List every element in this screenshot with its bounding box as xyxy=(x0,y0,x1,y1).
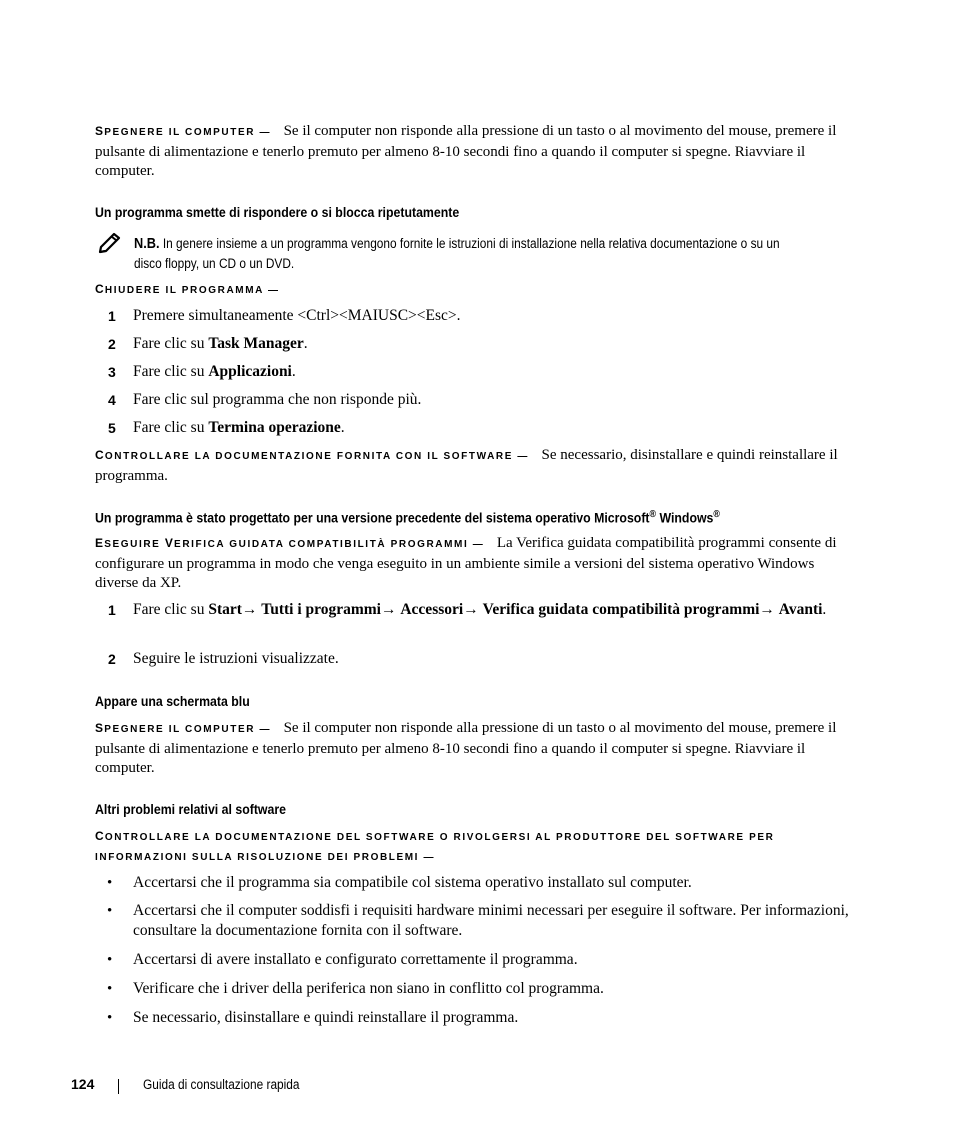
arrow-icon: → xyxy=(241,601,258,618)
step-number: 3 xyxy=(108,364,116,380)
bullet: • xyxy=(107,875,113,891)
paragraph-close-program xyxy=(95,280,840,301)
bullet: • xyxy=(107,981,113,997)
footer-title: Guida di consultazione rapida xyxy=(143,1077,300,1092)
note-label: N.B. xyxy=(134,236,160,252)
paragraph-text: La Verifica guidata compatibilità programmi consente di configurare un programma in modo che venga eseguito in un ambiente simile a versioni del sistema operativo Windows diverse da XP. xyxy=(95,535,837,591)
list-item xyxy=(95,950,855,970)
footer-divider xyxy=(118,1079,119,1094)
arrow-icon: → xyxy=(380,601,397,618)
paragraph-text: Se il computer non risponde alla pressione di un tasto o al movimento del mouse, premere il pulsante di alimentazione e tenerlo premuto per almeno 8-10 secondi fino a quando il computer si spegne. Riavviare il computer. xyxy=(95,123,837,179)
runin-heading: CHIUDERE IL PROGRAMMA — xyxy=(95,282,280,296)
list-item-text: Se necessario, disinstallare e quindi reinstallare il programma. xyxy=(133,1009,519,1026)
note-body: In genere insieme a un programma vengono fornite le istruzioni di installazione nella relativa documentazione o su un disco floppy, un CD o un DVD. xyxy=(134,236,780,271)
section-heading: Appare una schermata blu xyxy=(95,693,250,709)
step-text: Fare clic su Start→ Tutti i programmi→ Accessori→ Verifica guidata compatibilità programmi→ Avanti. xyxy=(133,601,827,618)
list-item-text: Accertarsi che il computer soddisfi i requisiti hardware minimi necessari per eseguire il software. Per informazioni, consultare la documentazione fornita con il software. xyxy=(133,902,849,939)
runin-heading: CONTROLLARE LA DOCUMENTAZIONE DEL SOFTWARE O RIVOLGERSI AL PRODUTTORE DEL SOFTWARE PER INFORMAZIONI SULLA RISOLUZIONE DEI PROBLEMI — xyxy=(95,829,775,863)
section-heading: Altri problemi relativi al software xyxy=(95,801,287,817)
paragraph-text: Se necessario, disinstallare e quindi reinstallare il programma. xyxy=(95,447,838,484)
runin-heading: SPEGNERE IL COMPUTER — xyxy=(95,124,272,138)
step-item xyxy=(95,390,855,410)
paragraph-compatibility-wizard xyxy=(95,534,840,594)
step-item: 3 Fare clic su Applicazioni. xyxy=(108,363,296,380)
step-number: 1 xyxy=(108,308,116,324)
step-item xyxy=(95,649,855,669)
step-text: Premere simultaneamente <Ctrl><MAIUSC><Esc>. xyxy=(133,307,461,324)
step-item: 5 Fare clic su Termina operazione. xyxy=(108,419,345,436)
step-text: Fare clic su xyxy=(133,419,209,436)
step-number: 1 xyxy=(108,602,116,618)
section-heading: Un programma è stato progettato per una versione precedente del sistema operativo Microsoft® Windows® xyxy=(95,509,720,526)
paragraph-text: Se il computer non risponde alla pressione di un tasto o al movimento del mouse, premere il pulsante di alimentazione e tenerlo premuto per almeno 8-10 secondi fino a quando il computer si spegne. Riavviare il computer. xyxy=(95,720,837,776)
bullet: • xyxy=(107,1010,113,1026)
paragraph-contact-vendor xyxy=(95,827,840,867)
step-number: 2 xyxy=(108,336,116,352)
bullet: • xyxy=(107,903,113,919)
step-text: Fare clic su xyxy=(133,363,209,380)
ui-term: Applicazioni xyxy=(208,363,292,380)
list-item xyxy=(95,873,855,893)
step-item xyxy=(95,600,855,620)
page-number: 124 xyxy=(71,1076,95,1092)
section-heading: Un programma smette di rispondere o si blocca ripetutamente xyxy=(95,204,460,220)
paragraph-check-documentation xyxy=(95,446,840,486)
step-text: Fare clic su xyxy=(133,335,209,352)
list-item-text: Verificare che i driver della periferica non siano in conflitto col programma. xyxy=(133,980,604,997)
step-text: Seguire le istruzioni visualizzate. xyxy=(133,650,339,667)
runin-heading: SPEGNERE IL COMPUTER — xyxy=(95,721,272,735)
ui-term: Termina operazione xyxy=(208,419,341,436)
list-item-text: Accertarsi che il programma sia compatibile col sistema operativo installato sul computer. xyxy=(133,874,692,891)
paragraph-turn-off-computer xyxy=(95,719,840,779)
bullet: • xyxy=(107,952,113,968)
runin-heading: ESEGUIRE VERIFICA GUIDATA COMPATIBILITÀ PROGRAMMI — xyxy=(95,536,485,550)
pencil-icon xyxy=(97,232,123,254)
runin-heading: CONTROLLARE LA DOCUMENTAZIONE FORNITA CON IL SOFTWARE — xyxy=(95,448,529,462)
arrow-icon: → xyxy=(759,601,775,618)
paragraph-turn-off-computer xyxy=(95,122,840,182)
list-item xyxy=(95,979,855,999)
list-item-text: Accertarsi di avere installato e configurato correttamente il programma. xyxy=(133,951,578,968)
step-number: 4 xyxy=(108,392,116,408)
ui-term: Task Manager xyxy=(208,335,304,352)
step-number: 5 xyxy=(108,420,116,436)
list-item xyxy=(95,1008,855,1028)
note-text xyxy=(134,234,803,273)
step-item xyxy=(95,306,855,326)
step-text: Fare clic sul programma che non risponde più. xyxy=(133,391,422,408)
arrow-icon: → xyxy=(463,601,479,618)
list-item xyxy=(95,901,855,941)
step-number: 2 xyxy=(108,651,116,667)
step-item: 2 Fare clic su Task Manager. xyxy=(108,335,308,352)
